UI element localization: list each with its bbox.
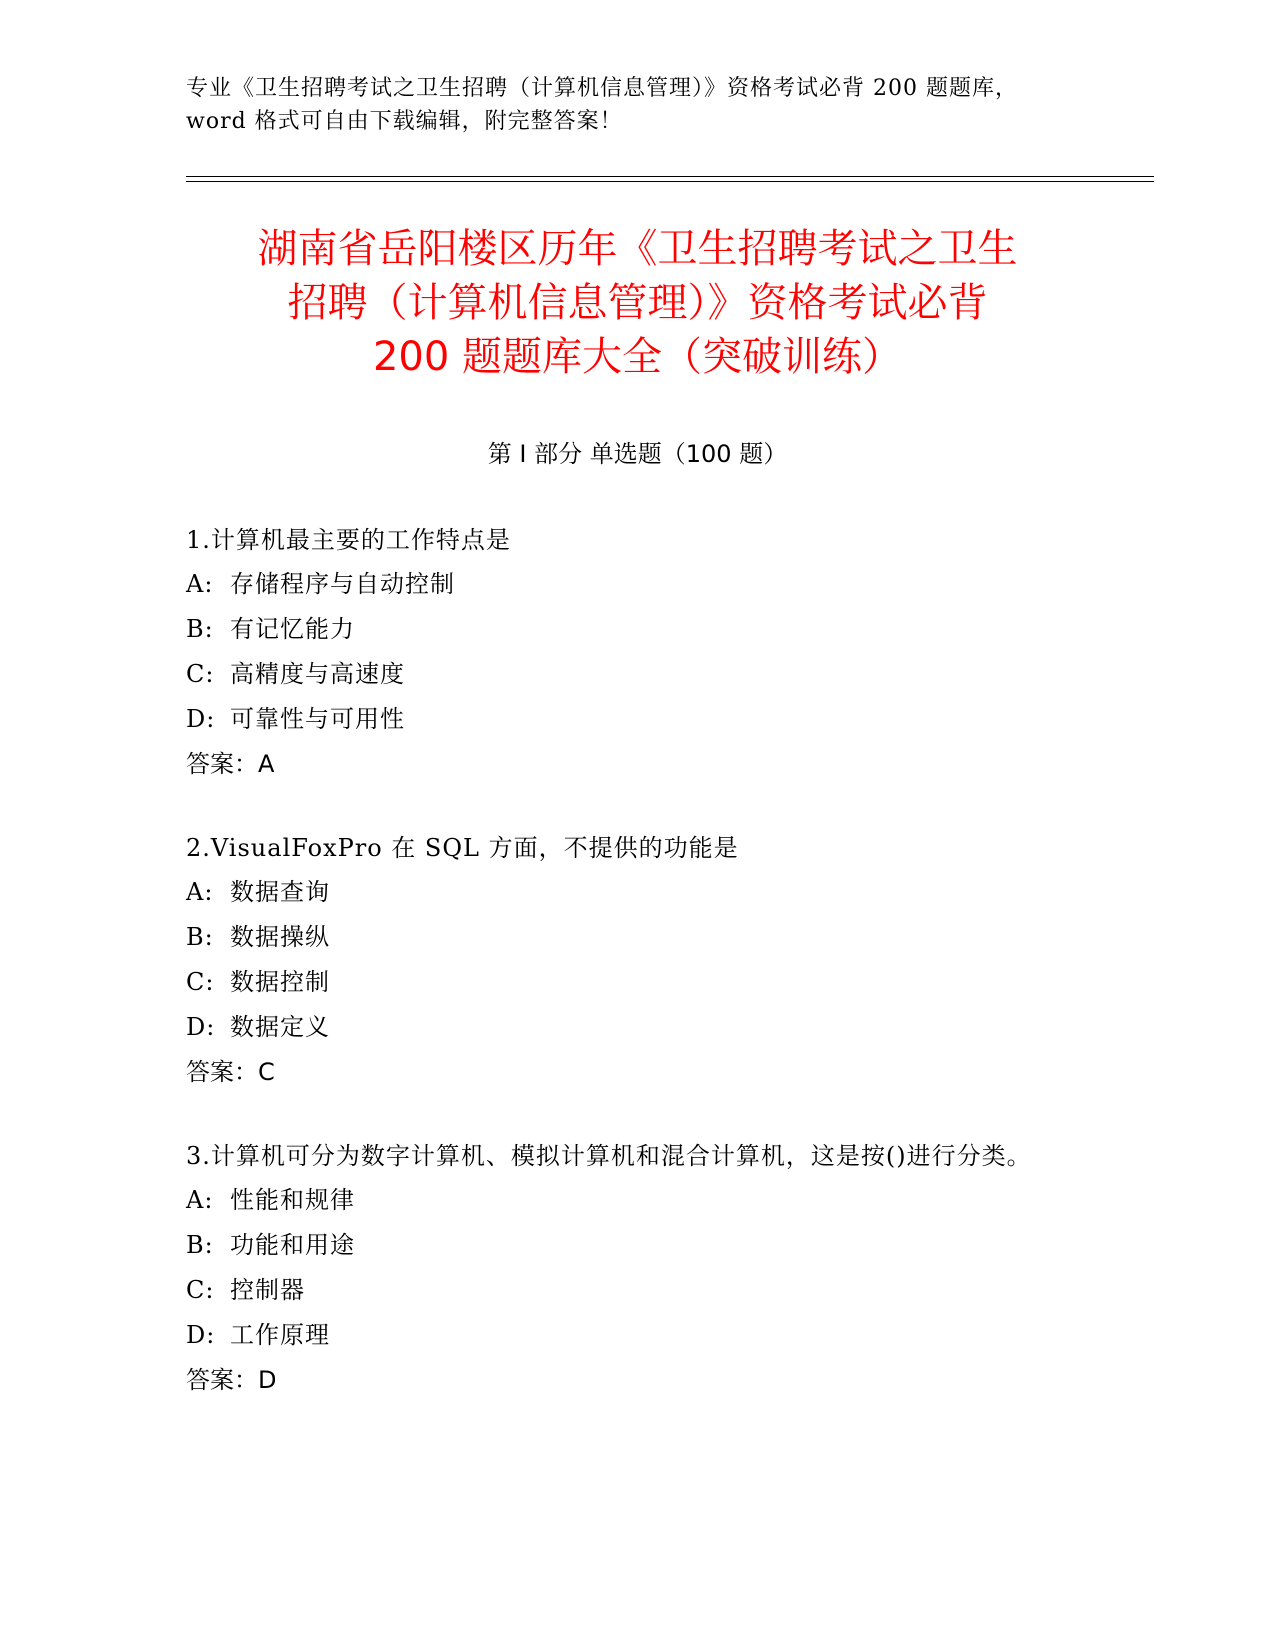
question-list	[186, 525, 1066, 1449]
option-a	[186, 870, 1066, 915]
document-title	[150, 222, 1125, 384]
option-letter: C:	[186, 968, 215, 996]
option-letter: B:	[186, 923, 214, 951]
question-stem: 2.VisualFoxPro 在 SQL 方面，不提供的功能是	[186, 834, 739, 862]
option-letter: D:	[186, 1321, 216, 1349]
option-text: 工作原理	[230, 1321, 330, 1349]
answer-line: 答案：C	[186, 1058, 275, 1086]
question-item	[186, 826, 1066, 1095]
option-a	[186, 562, 1066, 607]
option-text: 数据查询	[230, 878, 330, 906]
option-text: 数据控制	[230, 968, 330, 996]
option-text: 数据操纵	[230, 923, 330, 951]
option-c	[186, 1268, 1066, 1313]
option-d	[186, 1313, 1066, 1358]
option-text: 可靠性与可用性	[230, 705, 405, 733]
option-letter: D:	[186, 705, 216, 733]
option-text: 性能和规律	[230, 1186, 355, 1214]
answer-line: 答案：D	[186, 1366, 277, 1394]
header-divider-top	[186, 176, 1154, 177]
option-letter: C:	[186, 660, 215, 688]
option-letter: A:	[186, 878, 214, 906]
answer-line: 答案：A	[186, 750, 275, 778]
option-b	[186, 1223, 1066, 1268]
option-d	[186, 697, 1066, 742]
option-letter: B:	[186, 1231, 214, 1259]
header-note-line-2: word 格式可自由下载编辑，附完整答案！	[186, 109, 623, 134]
question-item	[186, 518, 1066, 787]
option-text: 功能和用途	[230, 1231, 355, 1259]
option-text: 存储程序与自动控制	[230, 570, 455, 598]
option-b	[186, 607, 1066, 652]
question-item	[186, 1134, 1066, 1403]
option-letter: B:	[186, 615, 214, 643]
option-text: 高精度与高速度	[230, 660, 405, 688]
option-letter: C:	[186, 1276, 215, 1304]
title-line-1: 湖南省岳阳楼区历年《卫生招聘考试之卫生	[257, 226, 1018, 272]
option-text: 有记忆能力	[230, 615, 355, 643]
title-line-2: 招聘（计算机信息管理）》资格考试必背	[287, 280, 988, 326]
option-d	[186, 1005, 1066, 1050]
header-divider-bottom	[186, 181, 1154, 182]
section-heading: 第 I 部分 单选题（100 题）	[487, 440, 788, 468]
option-text: 数据定义	[230, 1013, 330, 1041]
header-note	[186, 72, 1086, 138]
option-text: 控制器	[230, 1276, 305, 1304]
title-line-3: 200 题题库大全（突破训练）	[372, 334, 903, 380]
option-letter: A:	[186, 1186, 214, 1214]
option-b	[186, 915, 1066, 960]
option-letter: A:	[186, 570, 214, 598]
option-c	[186, 652, 1066, 697]
question-stem: 3.计算机可分为数字计算机、模拟计算机和混合计算机，这是按()进行分类。	[186, 1142, 1032, 1170]
option-a	[186, 1178, 1066, 1223]
option-letter: D:	[186, 1013, 216, 1041]
header-note-line-1: 专业《卫生招聘考试之卫生招聘（计算机信息管理）》资格考试必背 200 题题库，	[186, 76, 1018, 101]
option-c	[186, 960, 1066, 1005]
question-stem: 1.计算机最主要的工作特点是	[186, 526, 511, 554]
